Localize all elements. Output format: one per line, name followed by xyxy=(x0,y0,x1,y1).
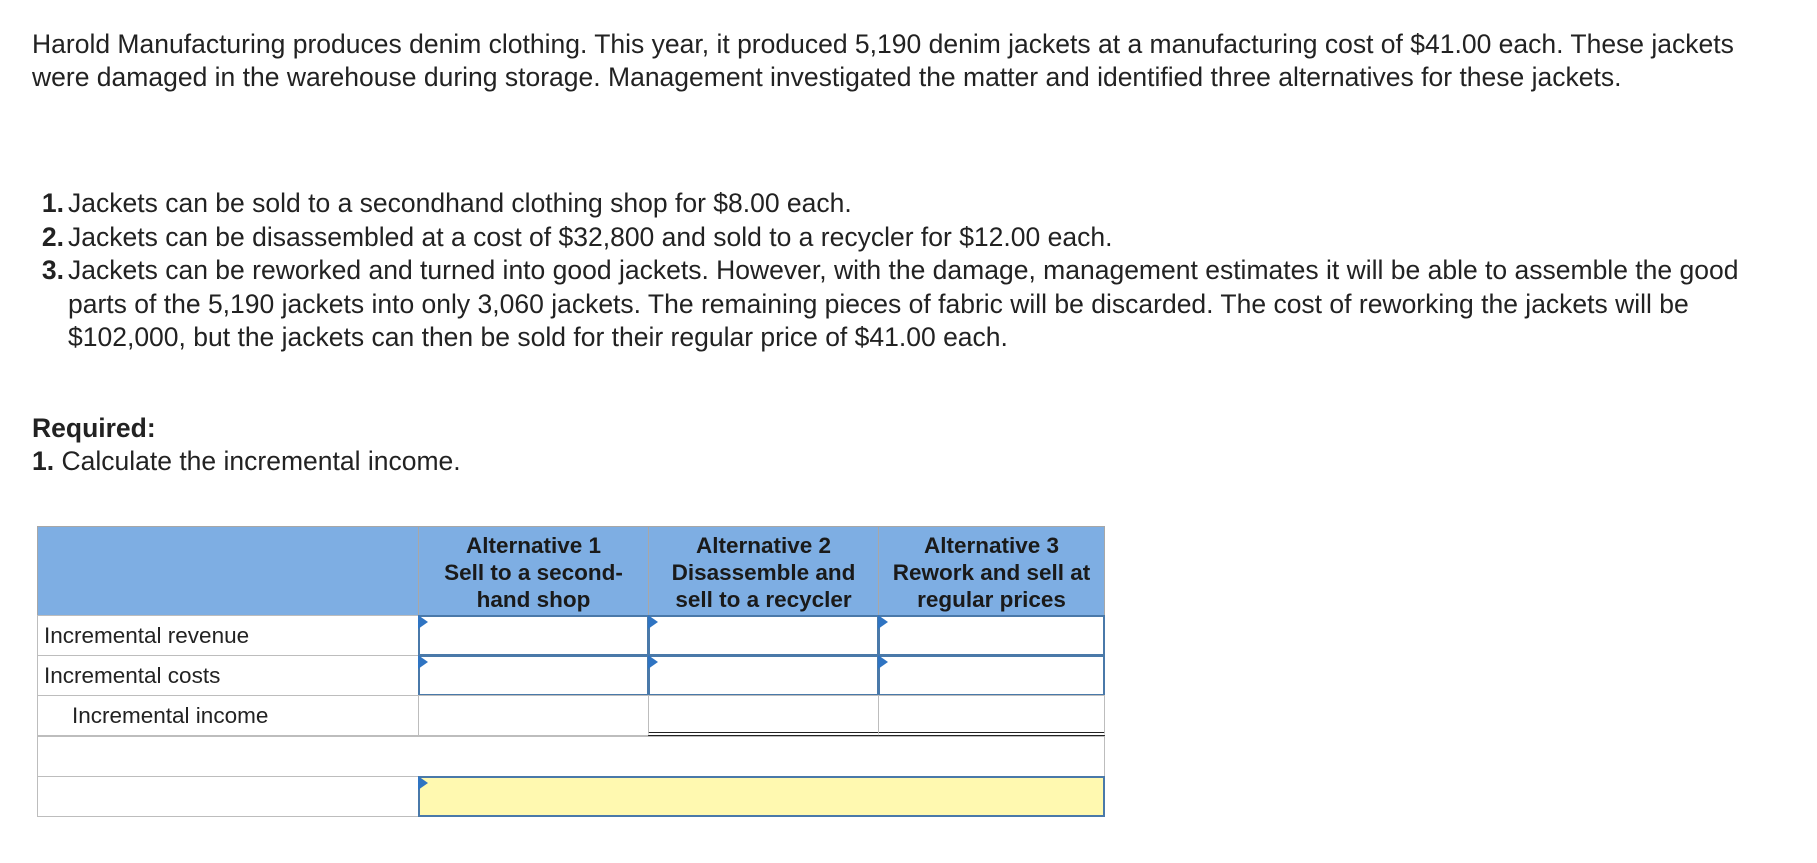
alternative-number: 2. xyxy=(41,221,64,252)
alternatives-list xyxy=(32,187,1752,355)
header-line: sell to a recycler xyxy=(675,586,852,612)
alternative-number: 3. xyxy=(41,255,64,285)
problem-intro: Harold Manufacturing produces denim clothing. This year, it produced 5,190 denim jackets at a manufacturing cost of $41.00 each. These jackets were damaged in the warehouse during storage. Management investigated the matter and identified three alternatives for these jackets. xyxy=(32,29,1734,92)
conclusion-answer-input[interactable] xyxy=(418,776,1105,817)
alternative-item-1 xyxy=(32,187,1752,221)
header-line: Alternative 2 xyxy=(695,532,832,558)
header-alternative-2 xyxy=(648,526,879,616)
conclusion-answer-cell xyxy=(418,776,1105,817)
income-alt1-cell xyxy=(418,695,649,736)
revenue-alt1-cell xyxy=(418,615,649,656)
conclusion-label-cell xyxy=(37,776,419,817)
alternative-item-3 xyxy=(32,254,1752,355)
header-line: Disassemble and xyxy=(671,559,856,585)
header-line: Alternative 1 xyxy=(465,532,602,558)
revenue-alt3-cell xyxy=(878,615,1105,656)
income-alt3-cell xyxy=(878,695,1105,736)
header-line: hand shop xyxy=(476,586,591,612)
header-line: regular prices xyxy=(917,586,1066,612)
input-marker-icon xyxy=(878,655,888,669)
row-label-incremental-costs: Incremental costs xyxy=(37,655,419,696)
costs-alt1-input[interactable] xyxy=(418,655,649,696)
required-heading: Required: xyxy=(32,413,156,443)
alternative-number: 1. xyxy=(41,188,64,218)
input-marker-icon xyxy=(418,776,428,790)
alternative-text: Jackets can be sold to a secondhand clothing shop for $8.00 each. xyxy=(68,188,852,218)
blank-row xyxy=(37,736,1105,777)
input-marker-icon xyxy=(648,615,658,629)
costs-alt2-cell xyxy=(648,655,879,696)
revenue-alt2-cell xyxy=(648,615,879,656)
alternative-item-2 xyxy=(32,221,1752,255)
input-marker-icon xyxy=(418,615,428,629)
input-marker-icon xyxy=(648,655,658,669)
revenue-alt2-input[interactable] xyxy=(648,615,879,656)
header-alternative-1 xyxy=(418,526,649,616)
header-blank-cell xyxy=(37,526,419,616)
costs-alt3-input[interactable] xyxy=(878,655,1105,696)
revenue-alt1-input[interactable] xyxy=(418,615,649,656)
alternative-text: Jackets can be disassembled at a cost of $32,800 and sold to a recycler for $12.00 each. xyxy=(68,221,1113,252)
header-alternative-3 xyxy=(878,526,1105,616)
costs-alt1-cell xyxy=(418,655,649,696)
required-item xyxy=(32,446,461,477)
header-line: Rework and sell at xyxy=(892,559,1091,585)
incremental-income-worksheet xyxy=(37,526,1105,821)
income-alt2-cell xyxy=(648,695,879,736)
costs-alt3-cell xyxy=(878,655,1105,696)
alternative-text: Jackets can be reworked and turned into good jackets. However, with the damage, management estimates it will be able to assemble the good parts of the 5,190 jackets into only 3,060 jackets. The remaining pieces of fabric will be discarded. The cost of reworking the jackets will be $102,000, but the jackets can then be sold for their regular price of $41.00 each. xyxy=(68,255,1739,352)
row-label-incremental-income: Incremental income xyxy=(37,695,419,736)
revenue-alt3-input[interactable] xyxy=(878,615,1105,656)
row-label-incremental-revenue: Incremental revenue xyxy=(37,615,419,656)
required-text: Calculate the incremental income. xyxy=(61,446,461,476)
input-marker-icon xyxy=(878,615,888,629)
header-line: Sell to a second- xyxy=(444,559,623,585)
costs-alt2-input[interactable] xyxy=(648,655,879,696)
input-marker-icon xyxy=(418,655,428,669)
required-number: 1. xyxy=(32,446,55,476)
header-line: Alternative 3 xyxy=(923,532,1060,558)
